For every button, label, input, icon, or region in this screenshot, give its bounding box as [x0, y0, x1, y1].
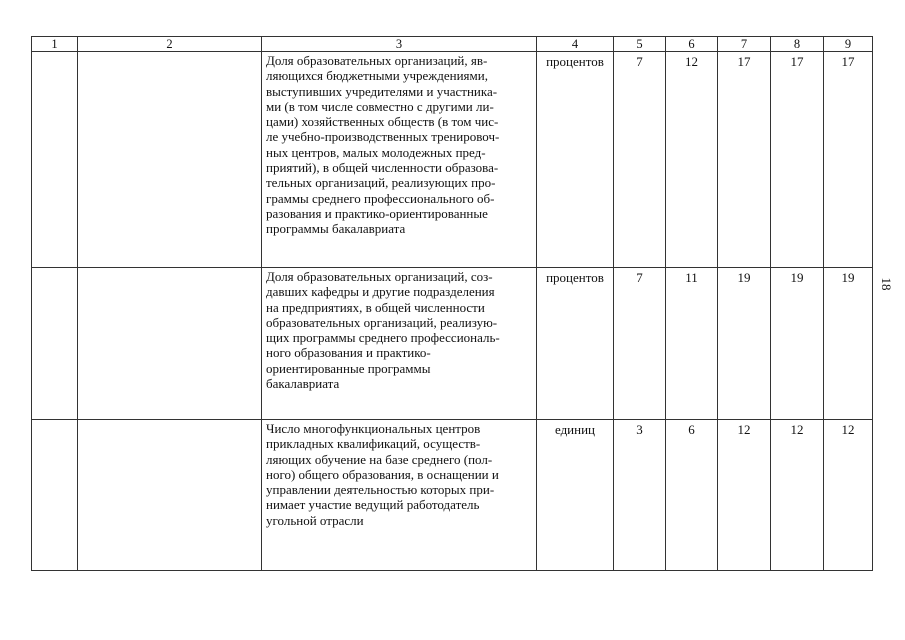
- column-header-2: 2: [78, 37, 262, 52]
- table-row: [32, 420, 873, 571]
- column-header-5: 5: [614, 37, 666, 52]
- value-col7: 17: [718, 52, 771, 268]
- table-row: [32, 52, 873, 268]
- column-header-3: 3: [262, 37, 537, 52]
- page-number: 18: [879, 277, 894, 291]
- value-col8: 19: [771, 268, 824, 420]
- header-row: [32, 37, 873, 52]
- value-col6: 12: [666, 52, 718, 268]
- indicator-text: Число многофункциональных центров прикладных квалификаций, осуществ- ляющих обучение на базе среднего (пол- ного) общего образования, в оснащении и управлении деятельностью которых при- нимает участие ведущий работодатель угольной отрасли: [262, 420, 537, 571]
- value-col5: 7: [614, 268, 666, 420]
- row-number-cell: [32, 420, 78, 571]
- unit-cell: единиц: [537, 420, 614, 571]
- row-name-cell: [78, 420, 262, 571]
- value-col9: 19: [824, 268, 873, 420]
- value-col6: 11: [666, 268, 718, 420]
- column-header-7: 7: [718, 37, 771, 52]
- unit-cell: процентов: [537, 52, 614, 268]
- column-header-8: 8: [771, 37, 824, 52]
- unit-cell: процентов: [537, 268, 614, 420]
- value-col8: 17: [771, 52, 824, 268]
- indicator-text: Доля образовательных организаций, соз- давших кафедры и другие подразделения на предприятиях, в общей численности образовательных организаций, реализую- щих программы среднего профессиональ- ного образования и практико- ориентированные программы бакалавриата: [262, 268, 537, 420]
- column-header-4: 4: [537, 37, 614, 52]
- row-number-cell: [32, 268, 78, 420]
- row-number-cell: [32, 52, 78, 268]
- row-name-cell: [78, 268, 262, 420]
- indicator-text: Доля образовательных организаций, яв- ляющихся бюджетными учреждениями, выступивших учредителями и участника- ми (в том числе совместно с другими ли- цами) хозяйственных обществ (в том чис- ле учебно-производственных тренировоч- ных центров, малых молодежных пред- приятий), в общей численности образова- тельных организаций, реализующих про- граммы среднего профессионального об- разования и практико-ориентированные программы бакалавриата: [262, 52, 537, 268]
- value-col9: 12: [824, 420, 873, 571]
- value-col7: 19: [718, 268, 771, 420]
- table-row: [32, 268, 873, 420]
- column-header-9: 9: [824, 37, 873, 52]
- column-header-6: 6: [666, 37, 718, 52]
- indicators-table: [31, 36, 873, 571]
- value-col5: 3: [614, 420, 666, 571]
- value-col9: 17: [824, 52, 873, 268]
- value-col6: 6: [666, 420, 718, 571]
- value-col8: 12: [771, 420, 824, 571]
- value-col7: 12: [718, 420, 771, 571]
- row-name-cell: [78, 52, 262, 268]
- value-col5: 7: [614, 52, 666, 268]
- column-header-1: 1: [32, 37, 78, 52]
